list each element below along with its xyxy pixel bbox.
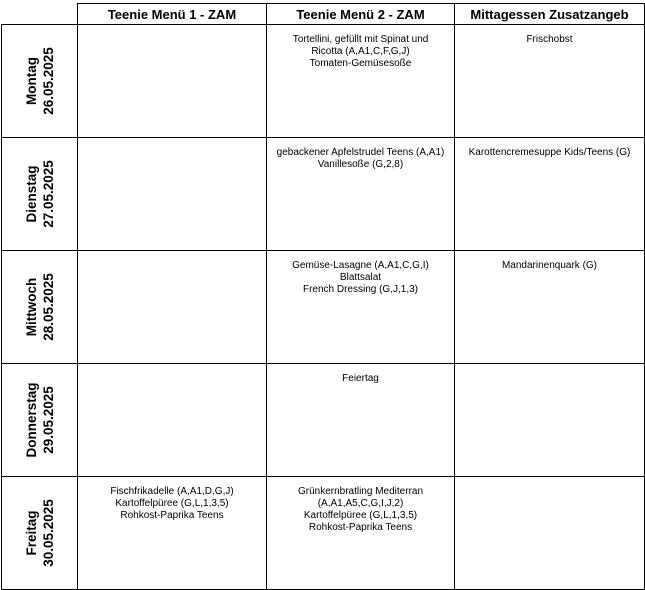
extra-cell [455, 364, 645, 477]
menu1-cell [78, 251, 267, 364]
menu-line: French Dressing (G,J,1,3) [302, 284, 419, 295]
day-name: Dienstag [23, 165, 39, 223]
menu-line: Tomaten-Gemüsesoße [309, 58, 412, 69]
day-date: 29.05.2025 [40, 386, 56, 454]
menu-line: Mandarinenquark (G) [501, 260, 598, 271]
day-cell [2, 251, 78, 364]
menu2-cell [267, 138, 455, 251]
day-date: 28.05.2025 [40, 273, 56, 341]
menu-line: Kartoffelpüree (G,L,1,3,5) [303, 510, 418, 521]
menu-line: (A,A1,A5,C,G,I,J,2) [317, 498, 404, 509]
day-date: 30.05.2025 [40, 499, 56, 567]
day-row [2, 25, 645, 138]
menu-line: Tortellini, gefüllt mit Spinat und [292, 34, 429, 45]
extra-cell [455, 25, 645, 138]
menu2-cell [267, 251, 455, 364]
menu-line: Blattsalat [339, 272, 382, 283]
menu-line: Rohkost-Paprika Teens [120, 510, 224, 521]
menu1-cell [78, 138, 267, 251]
day-date: 26.05.2025 [40, 47, 56, 115]
day-cell [2, 25, 78, 138]
menu1-cell [78, 477, 267, 590]
day-label [23, 499, 57, 567]
corner-cell [2, 4, 78, 25]
extra-cell [455, 251, 645, 364]
menu2-cell [267, 477, 455, 590]
day-date: 27.05.2025 [40, 160, 56, 228]
menu-line: Feiertag [342, 373, 379, 384]
menu-line: Gemüse-Lasagne (A,A1,C,G,I) [292, 260, 429, 271]
day-label [23, 47, 57, 115]
menu-line: Kartoffelpüree (G,L,1,3,5) [115, 498, 229, 509]
day-cell [2, 364, 78, 477]
day-row [2, 138, 645, 251]
day-row [2, 251, 645, 364]
menu-line: gebackener Apfelstrudel Teens (A,A1) [276, 147, 445, 158]
column-header-menu2: Teenie Menü 2 - ZAM [267, 4, 455, 25]
header-row [2, 4, 645, 25]
menu-line: Fischfrikadelle (A,A1,D,G,J) [110, 486, 234, 497]
day-name: Mittwoch [23, 277, 39, 337]
menu-line: Grünkernbratling Mediterran [297, 486, 424, 497]
day-label [23, 273, 57, 341]
menu-table [1, 3, 645, 590]
menu2-cell [267, 364, 455, 477]
day-name: Montag [23, 57, 39, 106]
menu2-cell [267, 25, 455, 138]
menu-line: Karottencremesuppe Kids/Teens (G) [468, 147, 631, 158]
day-label [23, 160, 57, 228]
column-header-menu1: Teenie Menü 1 - ZAM [78, 4, 267, 25]
menu-line: Vanillesoße (G,2,8) [317, 159, 404, 170]
menu-line: Frischobst [526, 34, 573, 45]
day-name: Donnerstag [23, 382, 39, 458]
day-row [2, 364, 645, 477]
menu-line: Ricotta (A,A1,C,F,G,J) [311, 46, 410, 57]
day-row [2, 477, 645, 590]
day-label [23, 382, 57, 457]
day-name: Freitag [23, 510, 39, 556]
column-header-extra: Mittagessen Zusatzangeb [455, 4, 645, 25]
menu1-cell [78, 25, 267, 138]
menu-line: Rohkost-Paprika Teens [308, 522, 413, 533]
day-cell [2, 138, 78, 251]
menu1-cell [78, 364, 267, 477]
extra-cell [455, 138, 645, 251]
extra-cell [455, 477, 645, 590]
day-cell [2, 477, 78, 590]
